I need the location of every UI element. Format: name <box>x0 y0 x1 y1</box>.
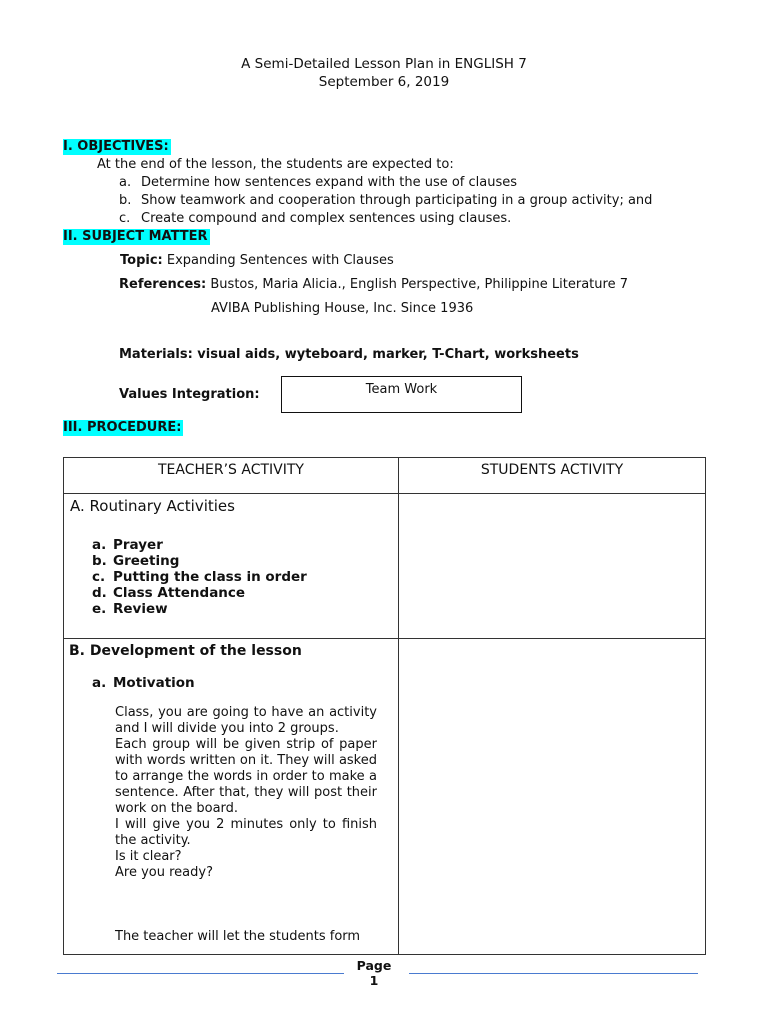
objectives-intro: At the end of the lesson, the students are expected to: <box>97 157 454 172</box>
teacher-activity-header: TEACHER’S ACTIVITY <box>64 458 399 494</box>
motivation-label: Motivation <box>113 675 195 691</box>
list-item <box>92 601 398 617</box>
teacher-cell-routinary <box>64 494 399 639</box>
students-cell-routinary <box>399 494 706 639</box>
topic-label: Topic: <box>120 253 163 268</box>
list-item <box>92 553 398 569</box>
topic-value: Expanding Sentences with Clauses <box>166 253 394 268</box>
page-label: Page <box>356 958 392 973</box>
objective-item <box>119 210 511 228</box>
topic-line <box>120 252 394 270</box>
list-letter: c. <box>92 569 106 585</box>
page-number <box>344 958 404 988</box>
footer-rule-right <box>409 973 698 974</box>
motivation-text <box>115 705 377 945</box>
list-item <box>92 569 398 585</box>
objective-item <box>119 192 652 210</box>
list-letter: d. <box>92 585 107 601</box>
subject-matter-heading: II. SUBJECT MATTER <box>63 229 208 244</box>
routine-list <box>64 537 398 617</box>
procedure-heading: III. PROCEDURE: <box>63 420 182 435</box>
section-a-title: A. Routinary Activities <box>70 497 235 515</box>
document-date: September 6, 2019 <box>318 74 450 90</box>
motivation-heading <box>92 675 398 691</box>
students-cell-development <box>399 639 706 955</box>
document-title: A Semi-Detailed Lesson Plan in ENGLISH 7 <box>241 56 527 72</box>
list-letter: e. <box>92 601 107 617</box>
list-letter: a. <box>92 537 107 553</box>
references-continuation: AVIBA Publishing House, Inc. Since 1936 <box>211 301 474 316</box>
motivation-paragraph: Are you ready? <box>115 865 213 880</box>
objective-letter: b. <box>119 193 132 208</box>
list-text: Class Attendance <box>113 585 246 601</box>
references-line <box>119 276 628 294</box>
objective-text: Create compound and complex sentences using clauses. <box>141 211 512 226</box>
teacher-cell-development <box>64 639 399 955</box>
motivation-paragraph: Each group will be given strip of paper with words written on it. They will asked to arrange the words in order to make a sentence. After that, they will post their work on the board. <box>115 737 377 816</box>
values-box <box>281 376 522 413</box>
motivation-paragraph: I will give you 2 minutes only to finish the activity. <box>115 817 377 848</box>
references-value: Bustos, Maria Alicia., English Perspective, Philippine Literature 7 <box>210 277 628 292</box>
objective-text: Determine how sentences expand with the use of clauses <box>141 175 518 190</box>
list-letter: b. <box>92 553 107 569</box>
objectives-heading: I. OBJECTIVES: <box>63 139 169 154</box>
list-item <box>92 537 398 553</box>
values-value: Team Work <box>365 382 438 397</box>
section-b-title: B. Development of the lesson <box>69 643 302 659</box>
motivation-paragraph: Class, you are going to have an activity and I will divide you into 2 groups. <box>115 705 377 736</box>
list-text: Greeting <box>113 553 180 569</box>
values-label: Values Integration: <box>119 387 260 402</box>
procedure-table <box>63 457 706 955</box>
motivation-letter: a. <box>92 675 107 691</box>
motivation-paragraph: The teacher will let the students form <box>115 929 361 944</box>
objective-item <box>119 174 517 192</box>
list-text: Prayer <box>113 537 163 553</box>
list-text: Putting the class in order <box>113 569 307 585</box>
list-item <box>92 585 398 601</box>
page-number-value: 1 <box>369 973 379 988</box>
objective-letter: c. <box>119 211 131 226</box>
references-label: References: <box>119 277 207 292</box>
materials-line: Materials: visual aids, wyteboard, marker, T-Chart, worksheets <box>119 347 579 362</box>
list-text: Review <box>113 601 168 617</box>
objective-letter: a. <box>119 175 132 190</box>
footer-rule-left <box>57 973 344 974</box>
motivation-paragraph: Is it clear? <box>115 849 182 864</box>
objective-text: Show teamwork and cooperation through participating in a group activity; and <box>141 193 653 208</box>
students-activity-header: STUDENTS ACTIVITY <box>399 458 706 494</box>
